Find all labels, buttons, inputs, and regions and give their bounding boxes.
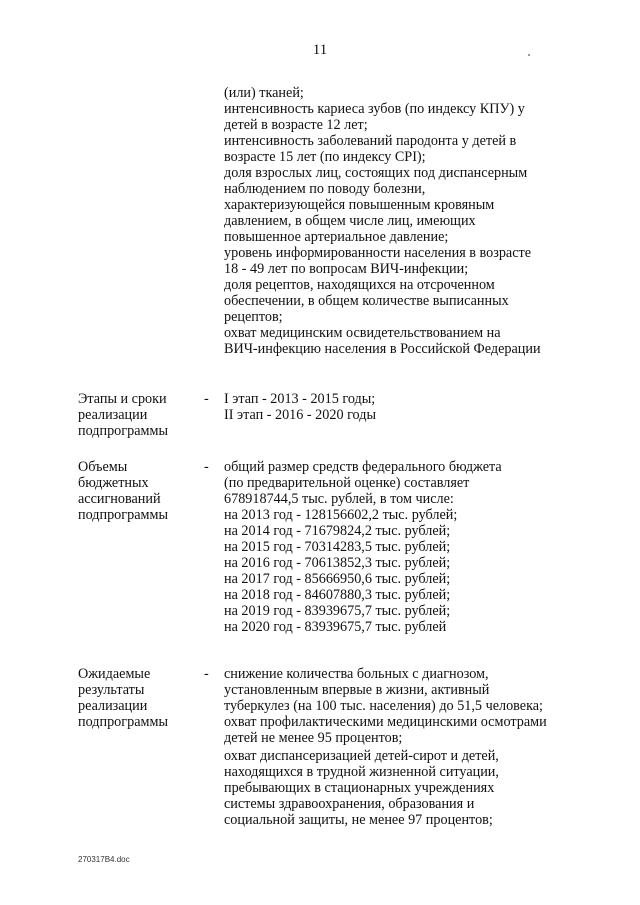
intro-line: (или) тканей; [224,85,304,101]
section-label-line: бюджетных [78,475,149,491]
section-content-line: социальной защиты, не менее 97 процентов; [224,812,493,828]
section-label-line: Ожидаемые [78,666,151,682]
intro-line: детей в возрасте 12 лет; [224,117,368,133]
section-content-line: на 2020 год - 83939675,7 тыс. рублей [224,619,447,635]
intro-line: наблюдением по поводу болезни, [224,181,426,197]
section-content-line: охват диспансеризацией детей-сирот и детей, [224,748,499,764]
intro-line: давлением, в общем числе лиц, имеющих [224,213,476,229]
section-content-line: охват профилактическими медицинскими осмотрами [224,714,547,730]
section-dash: - [204,666,209,682]
intro-line: интенсивность заболеваний пародонта у детей в [224,133,517,149]
section-content-line: находящихся в трудной жизненной ситуации, [224,764,499,780]
section-content-line: (по предварительной оценке) составляет [224,475,470,491]
section-content-line: на 2015 год - 70314283,5 тыс. рублей; [224,539,451,555]
section-content-line: детей не менее 95 процентов; [224,730,403,746]
intro-line: обеспечении, в общем количестве выписанных [224,293,509,309]
section-label-line: подпрограммы [78,423,168,439]
section-content-line: на 2013 год - 128156602,2 тыс. рублей; [224,507,458,523]
section-content-line: II этап - 2016 - 2020 годы [224,407,376,423]
section-content-line: системы здравоохранения, образования и [224,796,475,812]
section-label-line: результаты [78,682,145,698]
section-dash: - [204,391,209,407]
intro-line: ВИЧ-инфекцию населения в Российской Федерации [224,341,541,357]
section-label-line: подпрограммы [78,714,168,730]
section-dash: - [204,459,209,475]
section-content-line: на 2018 год - 84607880,3 тыс. рублей; [224,587,451,603]
intro-line: интенсивность кариеса зубов (по индексу КПУ) у [224,101,525,117]
section-label-line: реализации [78,407,148,423]
page-number: 11 [312,42,328,58]
section-content-line: установленным впервые в жизни, активный [224,682,490,698]
intro-line: 18 - 49 лет по вопросам ВИЧ-инфекции; [224,261,469,277]
section-label-line: подпрограммы [78,507,168,523]
section-content-line: на 2014 год - 71679824,2 тыс. рублей; [224,523,451,539]
intro-line: рецептов; [224,309,283,325]
intro-line: уровень информированности населения в возрасте [224,245,532,261]
section-content-line: I этап - 2013 - 2015 годы; [224,391,376,407]
intro-line: доля рецептов, находящихся на отсроченном [224,277,495,293]
section-content-line: на 2019 год - 83939675,7 тыс. рублей; [224,603,451,619]
section-label-line: реализации [78,698,148,714]
intro-line: возрасте 15 лет (по индексу CPI); [224,149,426,165]
section-label-line: ассигнований [78,491,161,507]
section-content-line: снижение количества больных с диагнозом, [224,666,489,682]
scan-speck [528,54,530,56]
section-content-line: туберкулез (на 100 тыс. населения) до 51,5 человека; [224,698,544,714]
intro-line: охват медицинским освидетельствованием на [224,325,501,341]
section-label-line: Этапы и сроки [78,391,167,407]
section-content-line: пребывающих в стационарных учреждениях [224,780,495,796]
intro-line: повышенное артериальное давление; [224,229,449,245]
section-content-line: 678918744,5 тыс. рублей, в том числе: [224,491,454,507]
section-content-line: на 2016 год - 70613852,3 тыс. рублей; [224,555,451,571]
section-label-line: Объемы [78,459,128,475]
intro-line: характеризующейся повышенным кровяным [224,197,495,213]
document-filename: 270317В4.doc [78,855,130,864]
section-content-line: на 2017 год - 85666950,6 тыс. рублей; [224,571,451,587]
intro-line: доля взрослых лиц, состоящих под диспансерным [224,165,528,181]
section-content-line: общий размер средств федерального бюджета [224,459,502,475]
